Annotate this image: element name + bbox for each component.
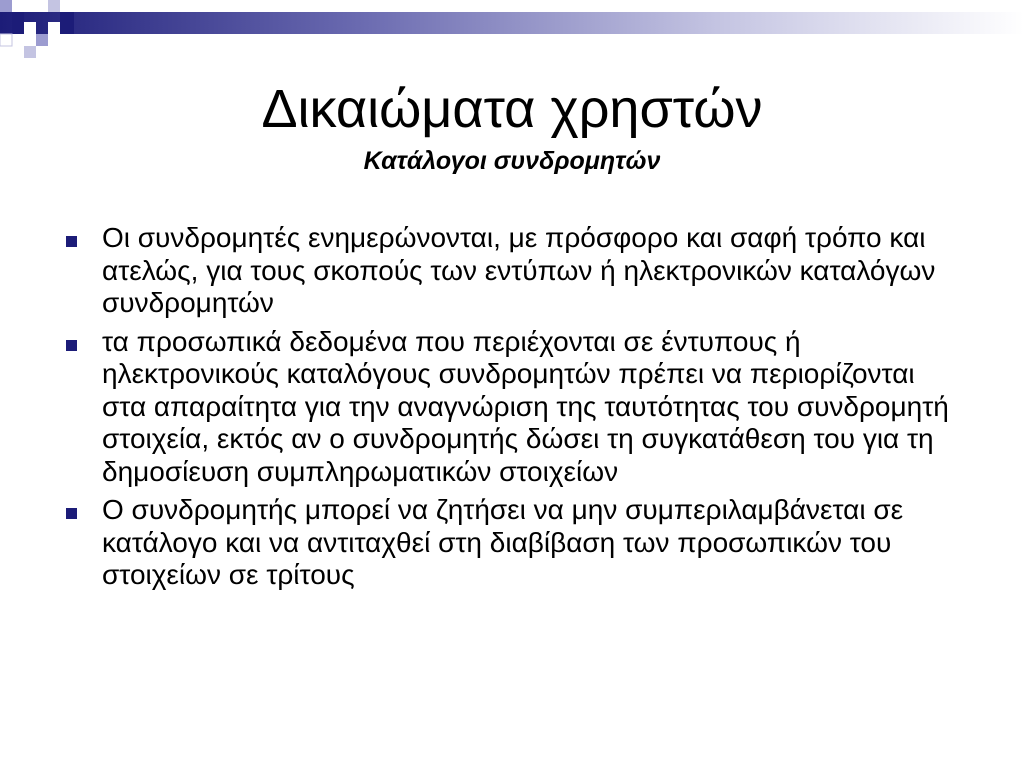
bullet-text: τα προσωπικά δεδομένα που περιέχονται σε έντυπους ή ηλεκτρονικούς καταλόγους συνδρομητών πρέπει να περιορίζονται στα απαραίτητα για την αναγνώριση της ταυτότητας του συνδρομητή στοιχεία, εκτός αν ο συνδρομητής δώσει τη συγκατάθεση του για τη δημοσίευση συμπληρωματικών στοιχείων <box>102 325 949 487</box>
deco-square <box>0 0 12 12</box>
deco-square <box>48 0 60 12</box>
slide-title: Δικαιώματα χρηστών <box>261 79 763 139</box>
deco-square <box>60 12 74 34</box>
bullet-item <box>64 494 964 592</box>
square-bullet-icon <box>66 340 77 351</box>
bullet-item <box>64 222 964 320</box>
title-block <box>0 72 1024 176</box>
decorative-header-bar <box>0 0 1024 58</box>
deco-square <box>36 34 48 46</box>
deco-square <box>12 12 24 34</box>
deco-square <box>0 34 12 46</box>
bullet-text: Οι συνδρομητές ενημερώνονται, με πρόσφορο και σαφή τρόπο και ατελώς, για τους σκοπούς των εντύπων ή ηλεκτρονικών καταλόγων συνδρομητών <box>102 222 936 318</box>
slide-subtitle: Κατάλογοι συνδρομητών <box>363 147 661 175</box>
deco-square <box>24 22 36 34</box>
deco-square <box>24 0 36 12</box>
bullet-text: Ο συνδρομητής μπορεί να ζητήσει να μην συμπεριλαμβάνεται σε κατάλογο και να αντιταχθεί στη διαβίβαση των προσωπικών του στοιχείων σε τρίτους <box>102 494 904 590</box>
header-gradient-strip <box>0 12 1024 34</box>
deco-square <box>48 22 60 34</box>
square-bullet-icon <box>66 236 77 247</box>
bullet-list <box>64 222 964 598</box>
bullet-item <box>64 326 964 489</box>
square-bullet-icon <box>66 508 77 519</box>
deco-square <box>24 46 36 58</box>
